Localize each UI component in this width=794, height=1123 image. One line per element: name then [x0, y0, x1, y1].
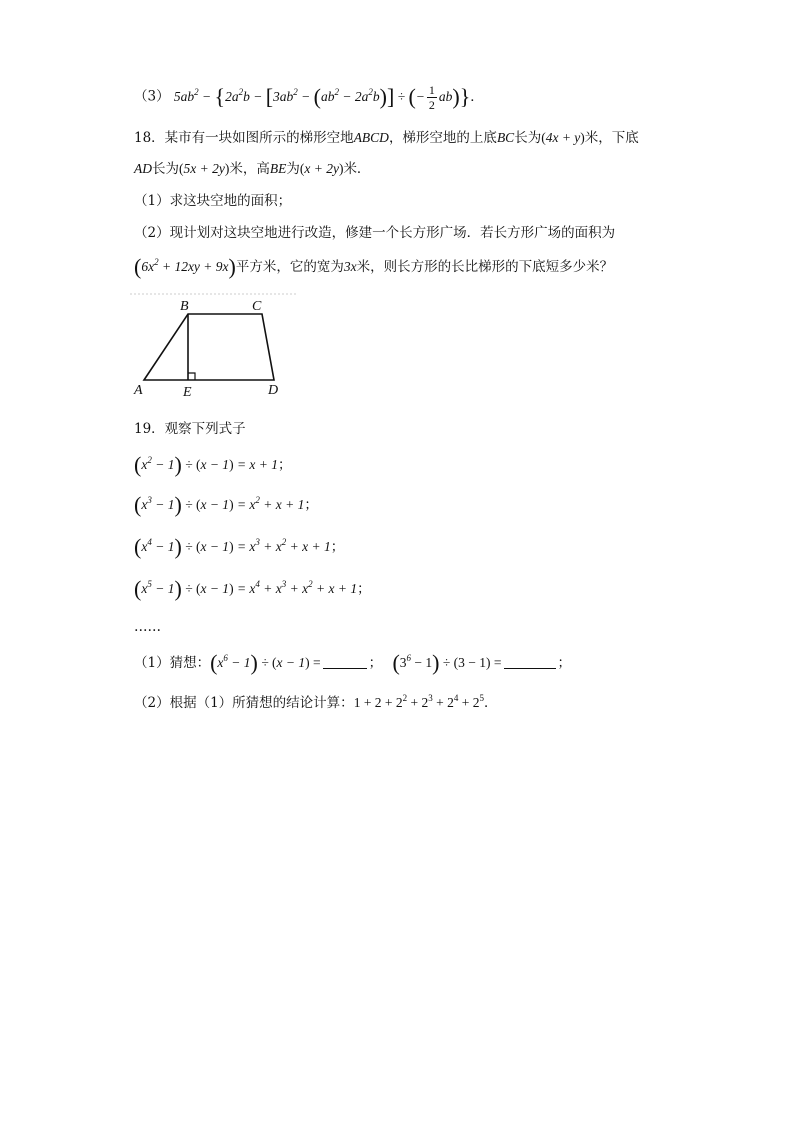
q19-end: ；	[557, 655, 571, 671]
q18-area-expr: $(6x^2 + 12xy + 9x)$	[134, 254, 236, 279]
q18-bc-expr: (4x + y)	[541, 130, 585, 145]
label-c: C	[252, 299, 262, 314]
q18-text-a: 18．某市有一块如图所示的梯形空地	[134, 130, 354, 146]
label-e: E	[183, 385, 192, 400]
q18-width: 3x	[343, 259, 357, 274]
answer-blank-1[interactable]	[323, 654, 367, 669]
q19-guess-expr2: $(3^6 - 1) \div (3 - 1)$ =	[392, 650, 502, 675]
trapezoid-shape	[144, 314, 274, 380]
label-d: D	[268, 383, 279, 398]
q18-text-c: 长为	[514, 130, 542, 146]
label-b: B	[180, 299, 189, 314]
q18-text-j: 米，则长方形的长比梯形的下底短多少米？	[356, 259, 614, 275]
q17-part3-expression: $5ab^2 - \{2a^2b - [3ab^2 - (ab^2 - 2a^2b)]$ ÷ (− $\frac{1}{2}$ ab)}．	[173, 83, 484, 112]
right-angle-mark	[188, 373, 195, 380]
q18-text-g: 为	[286, 161, 300, 177]
q18-ad: AD	[134, 161, 152, 176]
q19-sep: ；	[368, 655, 383, 671]
q19-part2	[134, 694, 498, 712]
q18-text-i: 平方米，它的宽为	[235, 259, 344, 275]
label-a: A	[134, 383, 143, 398]
answer-blank-2[interactable]	[504, 654, 556, 669]
trapezoid-figure	[130, 290, 300, 400]
q19-eq2: $(x^3 - 1) \div (x - 1) = x^2 + x + 1$；	[134, 492, 318, 517]
q18-part2-line2	[134, 254, 614, 279]
q17-part3	[134, 83, 484, 112]
q18-bc: BC	[496, 130, 515, 145]
q18-line2	[134, 160, 370, 178]
q19-sum-expr: $1 + 2 + 2^2 + 2^3 + 2^4 + 2^5$	[353, 693, 485, 710]
q19-part1-label: （1）猜想：	[134, 655, 211, 671]
q19-eq3: $(x^4 - 1) \div (x - 1) = x^3 + x^2 + x + 1$；	[134, 534, 345, 559]
q19-ellipsis: ……	[134, 619, 161, 635]
q19-eq1: $(x^2 - 1) \div (x - 1) = x + 1$；	[134, 452, 292, 477]
q17-part3-label: （3）	[134, 88, 170, 105]
q19-guess-expr1: $(x^6 - 1) \div (x - 1)$ =	[210, 650, 321, 675]
q19-part2-end: ．	[484, 695, 498, 711]
q18-line1	[134, 129, 639, 147]
q18-text-f: 米，高	[229, 161, 270, 177]
q18-part1: （1）求这块空地的面积；	[134, 193, 292, 209]
q18-text-h: 米．	[343, 161, 371, 177]
q18-abcd: ABCD	[353, 130, 389, 145]
q18-part2-line1: （2）现计划对这块空地进行改造，修建一个长方形广场．若长方形广场的面积为	[134, 225, 616, 241]
q19-part2-text: （2）根据（1）所猜想的结论计算：	[134, 695, 354, 711]
q18-text-d: 米，下底	[584, 130, 639, 146]
q18-ad-expr: (5x + 2y)	[179, 161, 230, 176]
q19-title: 19．观察下列式子	[134, 421, 246, 437]
q18-text-b: ，梯形空地的上底	[388, 130, 497, 146]
q18-be: BE	[269, 161, 287, 176]
q18-text-e: 长为	[152, 161, 179, 177]
q18-be-expr: (x + 2y)	[299, 161, 344, 176]
q19-part1	[134, 650, 571, 675]
q19-eq4: $(x^5 - 1) \div (x - 1) = x^4 + x^3 + x^2 + x + 1$；	[134, 576, 371, 601]
